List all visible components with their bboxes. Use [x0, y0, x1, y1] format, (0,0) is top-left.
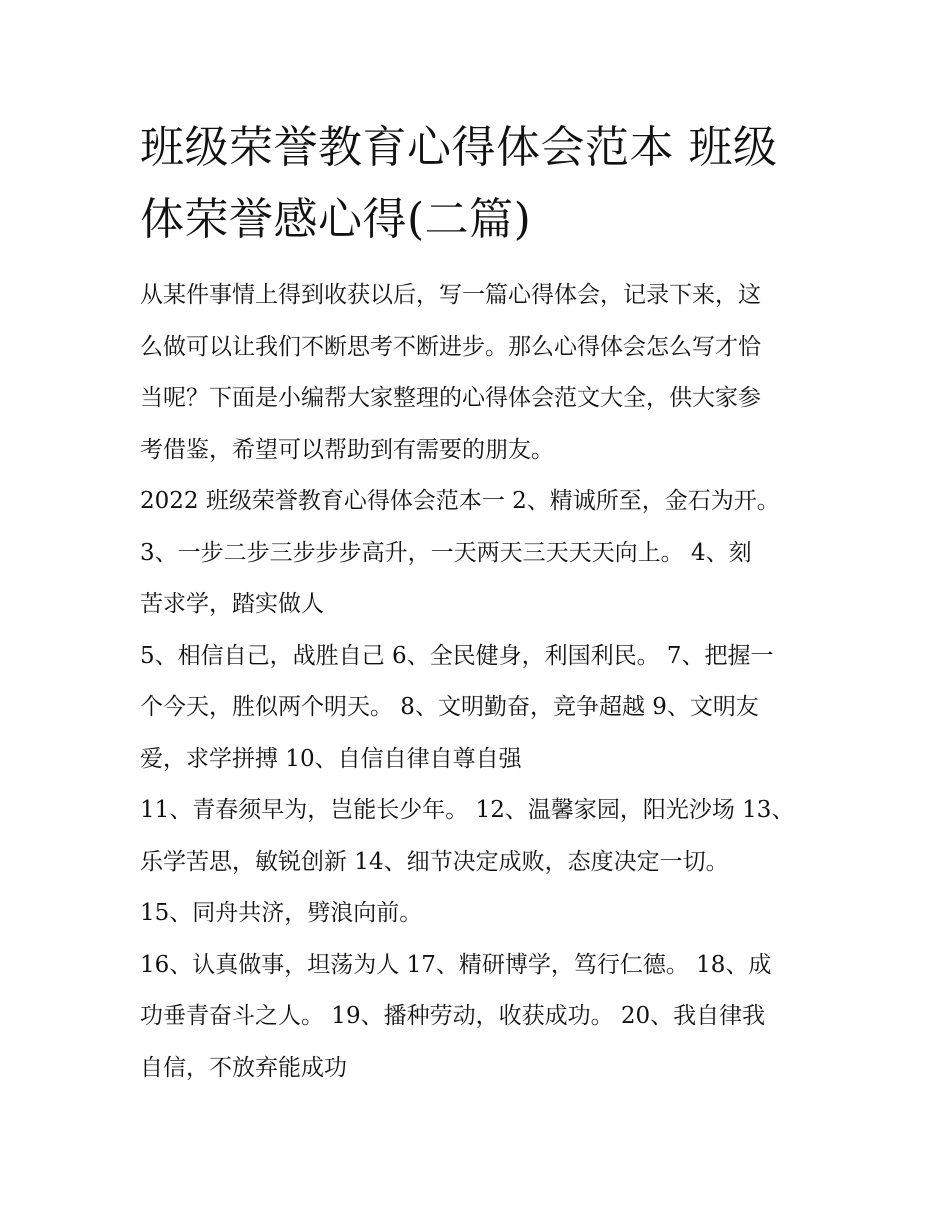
document-body: [140, 270, 820, 1094]
paragraph-line: 5、相信自己，战胜自己 6、全民健身，利国利民。 7、把握一: [140, 642, 774, 669]
paragraph-line: 爱，求学拼搏 10、自信自律自尊自强: [140, 745, 522, 772]
paragraph: [140, 528, 820, 631]
paragraph-line: 乐学苦思，敏锐创新 14、细节决定成败，态度决定一切。: [140, 848, 729, 875]
paragraph-line: 11、青春须早为，岂能长少年。 12、温馨家园，阳光沙场 13、: [140, 797, 795, 823]
paragraph-line: 当呢？下面是小编帮大家整理的心得体会范文大全，供大家参: [140, 385, 761, 411]
paragraph: [140, 631, 820, 786]
paragraph-line: 个今天，胜似两个明天。 8、文明勤奋，竞争超越 9、文明友: [140, 694, 759, 720]
document-title: 班级荣誉教育心得体会范本 班级体荣誉感心得(二篇): [140, 122, 778, 245]
paragraph-line: 考借鉴，希望可以帮助到有需要的朋友。: [140, 436, 554, 463]
paragraph: [140, 888, 820, 940]
paragraph-line: 16、认真做事，坦荡为人 17、精研博学，笃行仁德。 18、成: [140, 951, 772, 978]
paragraph-line: 从某件事情上得到收获以后，写一篇心得体会，记录下来，这: [140, 282, 761, 308]
paragraph-line: 3、一步二步三步步步高升，一天两天三天天天向上。 4、刻: [140, 539, 752, 566]
paragraph: [140, 940, 820, 1095]
paragraph-line: 2022 班级荣誉教育心得体会范本一 2、精诚所至，金石为开。: [140, 488, 780, 514]
paragraph: [140, 476, 820, 528]
paragraph-line: 苦求学，踏实做人: [140, 591, 324, 617]
paragraph: [140, 270, 820, 476]
paragraph-line: 功垂青奋斗之人。 19、播种劳动，收获成功。 20、我自律我: [140, 1003, 766, 1029]
paragraph-line: 么做可以让我们不断思考不断进步。那么心得体会怎么写才恰: [140, 333, 761, 360]
paragraph: [140, 785, 820, 888]
document-content: [140, 112, 820, 1094]
paragraph-line: 15、同舟共济，劈浪向前。: [140, 900, 423, 926]
paragraph-line: 自信，不放弃能成功: [140, 1054, 347, 1081]
